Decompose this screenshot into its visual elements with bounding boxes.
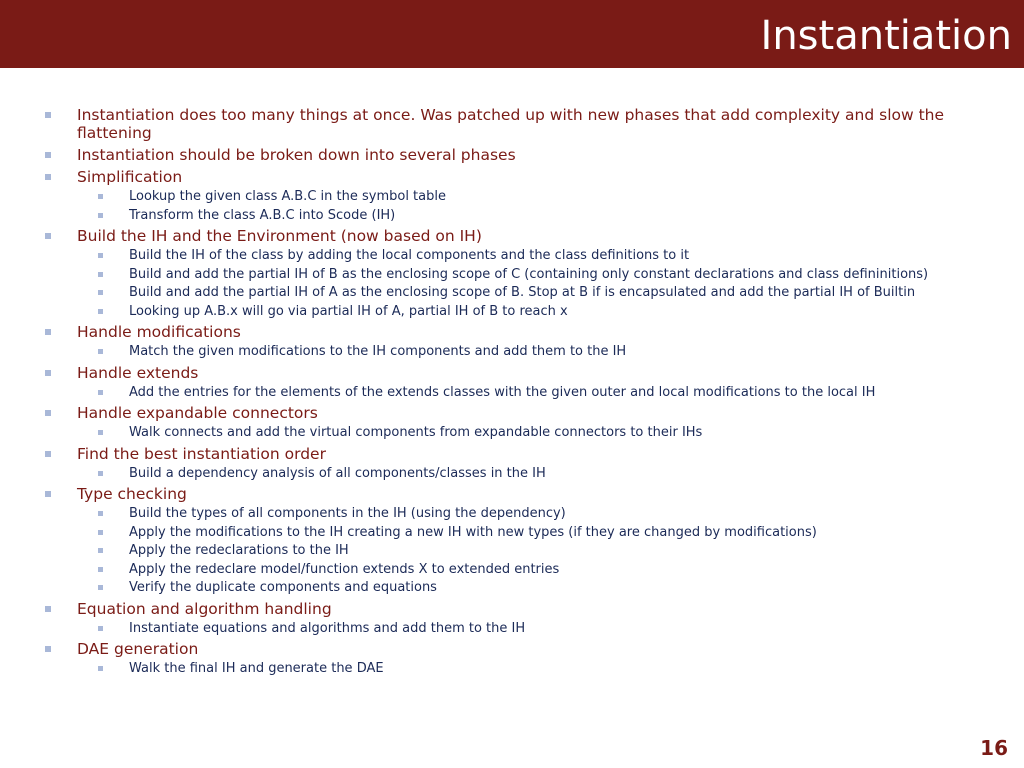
sub-bullet-text: Build the types of all components in the IH (using the dependency): [129, 506, 566, 521]
sub-bullet-text: Transform the class A.B.C into Scode (IH): [129, 207, 396, 223]
bullet-text: Handle extends: [77, 363, 199, 382]
bullet-item: [45, 445, 980, 463]
square-bullet-icon: [45, 491, 51, 497]
sub-bullet-item: [45, 385, 980, 401]
bullet-item: [45, 168, 980, 186]
sub-bullet-item: [45, 580, 980, 596]
sub-bullet-text: Build a dependency analysis of all components/classes in the IH: [129, 465, 546, 481]
square-bullet-icon: [98, 471, 103, 476]
sub-bullet-item: [45, 208, 980, 224]
sub-bullet-text: Walk connects and add the virtual components from expandable connectors to their IHs: [129, 425, 703, 440]
square-bullet-icon: [98, 567, 103, 572]
sub-bullet-item: [45, 661, 980, 677]
sub-bullet-item: [45, 304, 980, 320]
square-bullet-icon: [98, 585, 103, 590]
square-bullet-icon: [98, 548, 103, 553]
sub-bullet-item: [45, 285, 980, 301]
page-number: 16: [980, 736, 1008, 760]
bullet-item: [45, 640, 980, 658]
bullet-text: Handle modifications: [77, 323, 241, 341]
sub-bullet-text: Verify the duplicate components and equations: [129, 580, 437, 595]
square-bullet-icon: [45, 233, 51, 239]
sub-bullet-text: Apply the redeclare model/function extends X to extended entries: [129, 561, 560, 577]
square-bullet-icon: [45, 329, 51, 335]
sub-bullet-text: Looking up A.B.x will go via partial IH of A, partial IH of B to reach x: [129, 303, 568, 319]
bullet-item: [45, 106, 980, 142]
square-bullet-icon: [98, 511, 103, 516]
bullet-item: [45, 600, 980, 618]
bullet-item: [45, 404, 980, 422]
square-bullet-icon: [45, 112, 51, 118]
sub-bullet-item: [45, 466, 980, 482]
square-bullet-icon: [98, 349, 103, 354]
square-bullet-icon: [98, 290, 103, 295]
bullet-text: Type checking: [77, 485, 187, 503]
square-bullet-icon: [45, 410, 51, 416]
sub-bullet-text: Add the entries for the elements of the extends classes with the given outer and local modifications to the local IH: [129, 384, 876, 400]
sub-bullet-item: [45, 525, 980, 541]
bullet-text: Instantiation should be broken down into several phases: [77, 146, 516, 164]
square-bullet-icon: [45, 646, 51, 652]
sub-bullet-item: [45, 543, 980, 559]
square-bullet-icon: [98, 390, 103, 395]
bullet-item: [45, 146, 980, 164]
sub-bullet-text: Instantiate equations and algorithms and add them to the IH: [129, 620, 526, 636]
bullet-text: Find the best instantiation order: [77, 444, 326, 463]
sub-bullet-item: [45, 621, 980, 637]
bullet-text: Instantiation does too many things at once. Was patched up with new phases that add complexity and slow the flattening: [77, 106, 945, 142]
bullet-item: [45, 227, 980, 245]
sub-bullet-text: Apply the redeclarations to the IH: [129, 543, 349, 558]
sub-bullet-item: [45, 267, 980, 283]
square-bullet-icon: [98, 666, 103, 671]
square-bullet-icon: [98, 626, 103, 631]
sub-bullet-text: Build and add the partial IH of A as the enclosing scope of B. Stop at B if is encapsulated and add the partial IH of Builtin: [129, 285, 916, 300]
bullet-text: Equation and algorithm handling: [77, 599, 332, 618]
sub-bullet-text: Walk the final IH and generate the DAE: [129, 661, 384, 676]
square-bullet-icon: [45, 152, 51, 158]
bullet-list: [45, 106, 980, 677]
square-bullet-icon: [98, 309, 103, 314]
bullet-item: [45, 364, 980, 382]
sub-bullet-text: Lookup the given class A.B.C in the symbol table: [129, 189, 446, 204]
bullet-item: [45, 323, 980, 341]
sub-bullet-text: Match the given modifications to the IH components and add them to the IH: [129, 344, 627, 359]
title-bar: [0, 0, 1024, 68]
square-bullet-icon: [45, 370, 51, 376]
square-bullet-icon: [45, 451, 51, 457]
square-bullet-icon: [98, 194, 103, 199]
bullet-text: Handle expandable connectors: [77, 404, 318, 422]
square-bullet-icon: [45, 606, 51, 612]
bullet-text: DAE generation: [77, 640, 199, 658]
square-bullet-icon: [98, 272, 103, 277]
bullet-text: Build the IH and the Environment (now based on IH): [77, 227, 482, 245]
sub-bullet-text: Build and add the partial IH of B as the enclosing scope of C (containing only constant declarations and class defininitions): [129, 266, 929, 282]
sub-bullet-item: [45, 562, 980, 578]
square-bullet-icon: [98, 430, 103, 435]
sub-bullet-item: [45, 189, 980, 205]
bullet-text: Simplification: [77, 168, 183, 186]
square-bullet-icon: [98, 530, 103, 535]
sub-bullet-item: [45, 506, 980, 522]
sub-bullet-text: Build the IH of the class by adding the local components and the class definitions to it: [129, 248, 690, 263]
bullet-item: [45, 485, 980, 503]
square-bullet-icon: [98, 213, 103, 218]
sub-bullet-text: Apply the modifications to the IH creating a new IH with new types (if they are changed by modifications): [129, 524, 817, 540]
sub-bullet-item: [45, 248, 980, 264]
sub-bullet-item: [45, 425, 980, 441]
square-bullet-icon: [45, 174, 51, 180]
square-bullet-icon: [98, 253, 103, 258]
slide-title: Instantiation: [760, 13, 1012, 59]
sub-bullet-item: [45, 344, 980, 360]
